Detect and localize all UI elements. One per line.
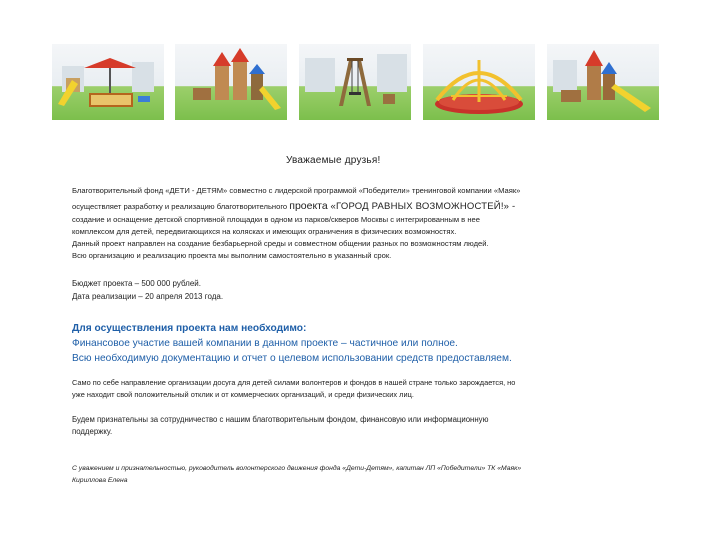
date-line: Дата реализации – 20 апреля 2013 года. [72,292,224,301]
signature-line-1: С уважением и признательностью, руководитель волонтерского движения фонда «Дети-Детям», капитан ЛП «Победители» ТК «Маяк» [72,465,522,472]
signature-name: Кириллова Елена [72,477,128,484]
context-line-1: Само по себе направление организации досуга для детей силами волонтеров и фондов в нашей стране только зарождается, но [72,378,516,387]
intro-line-4: комплексом для детей, передвигающихся на колясках и имеющих ограничения в физических возможностях. [72,227,457,236]
playground-sandbox-umbrella-icon [52,44,164,120]
thanks-line-2: поддержку. [72,427,113,436]
playground-tower-slide-icon [547,44,659,120]
playground-photo-strip [52,44,660,120]
needs-line-2: Всю необходимую документацию и отчет о целевом использовании средств предоставляем. [72,353,512,364]
playground-swing-icon [299,44,411,120]
signature-block [72,463,662,487]
letter-greeting: Уважаемые друзья! [286,155,381,166]
intro-line-1: Благотворительный фонд «ДЕТИ - ДЕТЯМ» совместно с лидерской программой «Победители» тренинговой компании «Маяк» [72,186,521,195]
project-word: проекта [289,200,328,212]
needs-title: Для осуществления проекта нам необходимо: [72,323,307,334]
needs-block [72,321,662,366]
playground-castle-slide-icon [175,44,287,120]
intro-line-5: Данный проект направлен на создание безбарьерной среды и совместном общении разных по возможностям людей. [72,239,489,248]
intro-line-2 [72,200,662,213]
needs-line-1: Финансовое участие вашей компании в данном проекте – частичное или полное. [72,338,458,349]
playground-carousel-icon [423,44,535,120]
project-name: «ГОРОД РАВНЫХ ВОЗМОЖНОСТЕЙ!» - [327,201,516,212]
budget-line: Бюджет проекта – 500 000 рублей. [72,279,201,288]
thanks-line-1: Будем признательны за сотрудничество с нашим благотворительным фондом, финансовую или информационную [72,415,489,424]
context-line-2: уже находит свой положительный отклик и от коммерческих организаций, и среди физических лиц. [72,390,414,399]
intro-line-6: Всю организацию и реализацию проекта мы выполним самостоятельно в указанный срок. [72,251,392,260]
intro-line-3: создание и оснащение детской спортивной площадки в одном из парков/скверов Москвы с интегрированным в нее [72,215,480,224]
intro-line-2-text: осуществляет разработку и реализацию благотворительного [72,202,290,211]
